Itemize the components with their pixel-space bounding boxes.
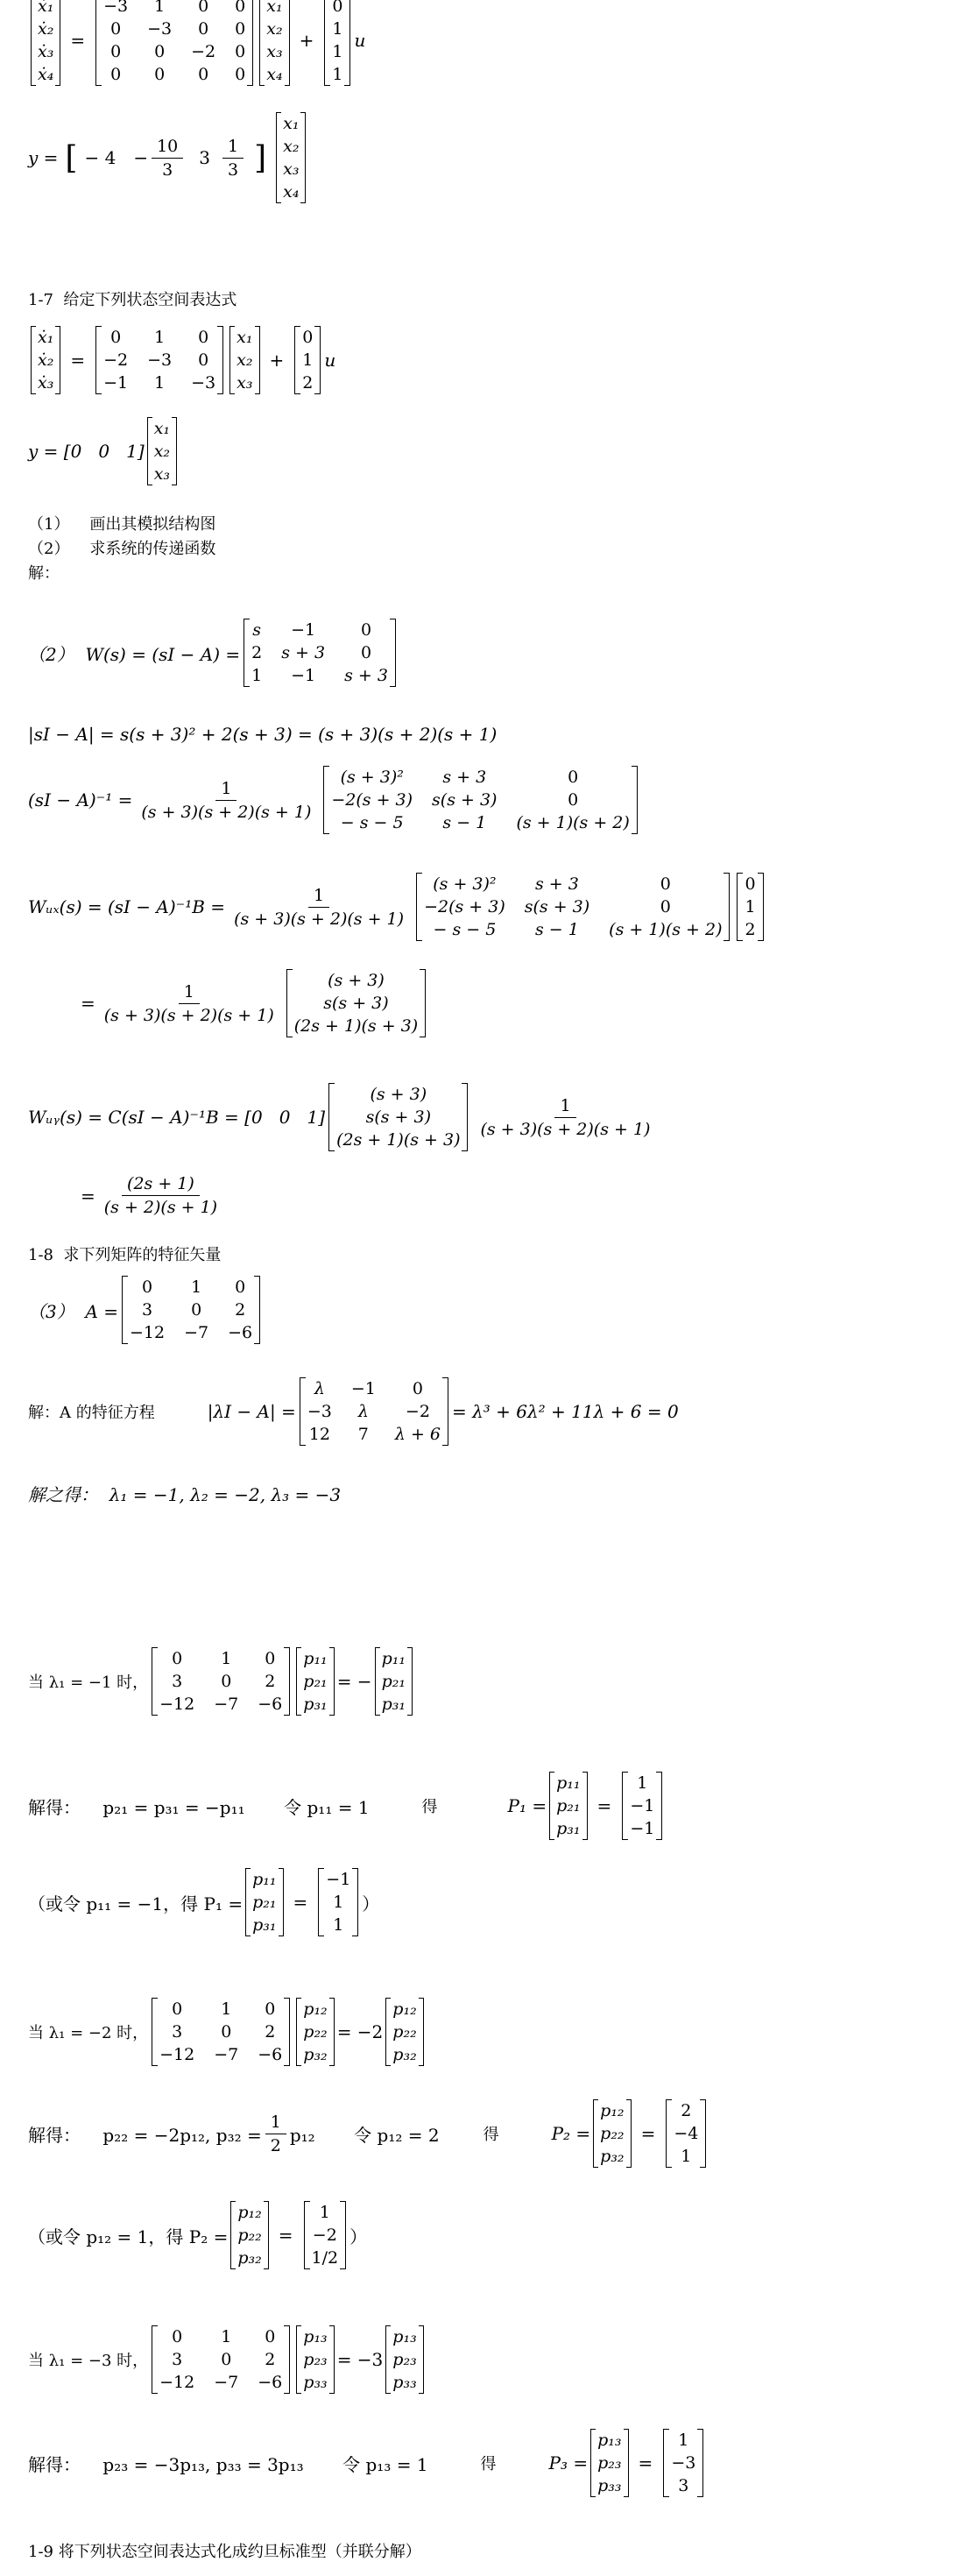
state-equation-3x3: ẋ₁ ẋ₂ ẋ₃ = 0 1 0 −2 −3 0 −1 1 −3 x₁ x₂ x₃ + 0 1 2 u [28, 326, 335, 394]
output-state-vector: x₁ x₂ x₃ x₄ [276, 112, 306, 203]
state-equation-4x4: ẋ₁ ẋ₂ ẋ₃ ẋ₄ = −3 1 0 0 0 −3 0 0 0 0 −2 0 0 0 0 0 x₁ x₂ x₃ x₄ + 0 1 1 1 u [28, 0, 365, 86]
matrix-a-4x4: −3 1 0 0 0 −3 0 0 0 0 −2 0 0 0 0 0 [95, 0, 253, 86]
eigenvector-p3: p₁₃ p₂₃ p₃₃ [590, 2429, 628, 2497]
solution-2: 解得： p₂₂ = −2p₁₂, p₃₂ = $\frac{1}{2}$ p₁₂ 令 p₁₂ = 2 得 P₂ = p₁₂ p₂₂ p₃₂ = 2 −4 1 [28, 2099, 709, 2168]
solution-3: 解得： p₂₃ = −3p₁₃, p₃₃ = 3p₁₃ 令 p₁₃ = 1 得 P₃ = p₁₃ p₂₃ p₃₃ = 1 −3 3 [28, 2429, 707, 2497]
wux-result: = $\frac{1}{(s + 3)(s + 2)(s + 1)}$ (s + 3) s(s + 3) (2s + 1)(s + 3) [81, 969, 429, 1037]
section-1-7-title: 1-7 给定下列状态空间表达式 [28, 291, 237, 309]
matrix-a: 0 1 0 3 0 2 −12 −7 −6 [122, 1276, 260, 1344]
alternative-2: （或令 p₁₂ = 1，得 P₂ = p₁₂ p₂₂ p₃₂ = 1 −2 1/2 ） [28, 2203, 368, 2268]
eigenvector-p1: p₁₁ p₂₁ p₃₁ [375, 1647, 413, 1716]
output-equation-4x4: y = [ − 4 − $\frac{10}{3}$ 3 $\frac{1}{3}$ ] x₁ x₂ x₃ x₄ [28, 112, 308, 203]
wux-column: (s + 3) s(s + 3) (2s + 1)(s + 3) [328, 1083, 468, 1151]
wuy-line: Wᵤᵧ(s) = C(sI − A)⁻¹B = [0 0 1] (s + 3) s(s + 3) (2s + 1)(s + 3) $\frac{1}{(s + 3)(s + 2)(s + 1)}$ [28, 1085, 651, 1150]
eigenvector-p2: p₁₂ p₂₂ p₃₂ [230, 2201, 268, 2269]
state-derivative-vector: ẋ₁ ẋ₂ ẋ₃ [31, 326, 60, 394]
p1-alt-value: −1 1 1 [318, 1868, 358, 1936]
eigenvalues: 解之得： λ₁ = −1, λ₂ = −2, λ₃ = −3 [28, 1484, 342, 1505]
determinant-line: |sI − A| = s(s + 3)² + 2(s + 3) = (s + 3)(s + 2)(s + 1) [28, 724, 498, 745]
eigenvector-p3: p₁₃ p₂₃ p₃₃ [385, 2325, 423, 2394]
adjugate-matrix: (s + 3)² s + 3 0 −2(s + 3) s(s + 3) 0 − s − 5 s − 1 (s + 1)(s + 2) [416, 873, 730, 941]
matrix-a: 0 1 0 3 0 2 −12 −7 −6 [152, 1998, 290, 2066]
matrix-a-3x3: 0 1 0 −2 −3 0 −1 1 −3 [95, 326, 223, 394]
eigenvector-p1: p₁₁ p₂₁ p₃₁ [245, 1868, 283, 1936]
output-state-vector: x₁ x₂ x₃ [147, 417, 177, 485]
eigenvector-p1: p₁₁ p₂₁ p₃₁ [549, 1772, 587, 1840]
characteristic-equation: 解：A 的特征方程 |λI − A| = λ −1 0 −3 λ −2 12 7 λ + 6 = λ³ + 6λ² + 11λ + 6 = 0 [28, 1379, 679, 1444]
case-lambda-1: 当 λ₁ = −1 时， 0 1 0 3 0 2 −12 −7 −6 p₁₁ p₂₁ p₃₁ = − p₁₁ p₂₁ p₃₁ [28, 1647, 415, 1716]
wux-line: Wᵤₓ(s) = (sI − A)⁻¹B = $\frac{1}{(s + 3)(s + 2)(s + 1)}$ (s + 3)² s + 3 0 −2(s + 3) s(s + 3) 0 − s − 5 s − 1 (s + 1)(s + 2) 0 1 2 [28, 873, 767, 941]
state-vector: x₁ x₂ x₃ x₄ [259, 0, 289, 86]
output-equation-3x3: y = [0 0 1] x₁ x₂ x₃ [28, 417, 180, 485]
state-derivative-vector: ẋ₁ ẋ₂ ẋ₃ ẋ₄ [31, 0, 60, 86]
eigenvector-p2: p₁₂ p₂₂ p₃₂ [593, 2099, 631, 2168]
wux-column: (s + 3) s(s + 3) (2s + 1)(s + 3) [286, 969, 426, 1037]
si-minus-a-matrix: s −1 0 2 s + 3 0 1 −1 s + 3 [244, 619, 396, 687]
alternative-1: （或令 p₁₁ = −1，得 P₁ = p₁₁ p₂₁ p₃₁ = −1 1 1 ） [28, 1870, 380, 1935]
wuy-result: = $\frac{(2s + 1)}{(s + 2)(s + 1)}$ [81, 1174, 218, 1217]
question-2: （2） 求系统的传递函数 [28, 540, 216, 558]
answer-label: 解： [28, 564, 60, 583]
case-lambda-2: 当 λ₁ = −2 时， 0 1 0 3 0 2 −12 −7 −6 p₁₂ p₂₂ p₃₂ = −2 p₁₂ p₂₂ p₃₂ [28, 1998, 427, 2066]
eigenvector-p1: p₁₁ p₂₁ p₃₁ [296, 1647, 334, 1716]
lambda-i-minus-a: λ −1 0 −3 λ −2 12 7 λ + 6 [300, 1377, 448, 1446]
inverse-matrix: (sI − A)⁻¹ = $\frac{1}{(s + 3)(s + 2)(s + 1)}$ (s + 3)² s + 3 0 −2(s + 3) s(s + 3) 0 − s − 5 s − 1 (s + 1)(s + 2) [28, 766, 641, 834]
matrix-a: 0 1 0 3 0 2 −12 −7 −6 [152, 2325, 290, 2394]
state-vector: x₁ x₂ x₃ [229, 326, 259, 394]
p3-value: 1 −3 3 [663, 2429, 703, 2497]
matrix-a-definition: （3） A = 0 1 0 3 0 2 −12 −7 −6 [28, 1276, 264, 1344]
question-1: （1） 画出其模拟结构图 [28, 515, 216, 534]
input-vector-b: 0 1 2 [737, 873, 763, 941]
eigenvector-p2: p₁₂ p₂₂ p₃₂ [296, 1998, 334, 2066]
p1-value: 1 −1 −1 [622, 1772, 662, 1840]
p2-value: 2 −4 1 [666, 2099, 706, 2168]
input-vector-b: 0 1 1 1 [324, 0, 350, 86]
input-vector-b: 0 1 2 [294, 326, 321, 394]
section-1-9-title: 1-9 将下列状态空间表达式化成约旦标准型（并联分解） [28, 2543, 421, 2561]
adjugate-matrix: (s + 3)² s + 3 0 −2(s + 3) s(s + 3) 0 − s − 5 s − 1 (s + 1)(s + 2) [323, 766, 637, 834]
p2-alt-value: 1 −2 1/2 [304, 2201, 347, 2269]
w-s-definition: （2） W(s) = (sI − A) = s −1 0 2 s + 3 0 1 −1 s + 3 [28, 619, 399, 687]
case-lambda-3: 当 λ₁ = −3 时， 0 1 0 3 0 2 −12 −7 −6 p₁₃ p₂₃ p₃₃ = −3 p₁₃ p₂₃ p₃₃ [28, 2325, 427, 2394]
solution-1: 解得： p₂₁ = p₃₁ = −p₁₁ 令 p₁₁ = 1 得 P₁ = p₁₁ p₂₁ p₃₁ = 1 −1 −1 [28, 1772, 666, 1840]
section-1-8-title: 1-8 求下列矩阵的特征矢量 [28, 1246, 222, 1264]
matrix-a: 0 1 0 3 0 2 −12 −7 −6 [152, 1647, 290, 1716]
eigenvector-p2: p₁₂ p₂₂ p₃₂ [385, 1998, 423, 2066]
eigenvector-p3: p₁₃ p₂₃ p₃₃ [296, 2325, 334, 2394]
